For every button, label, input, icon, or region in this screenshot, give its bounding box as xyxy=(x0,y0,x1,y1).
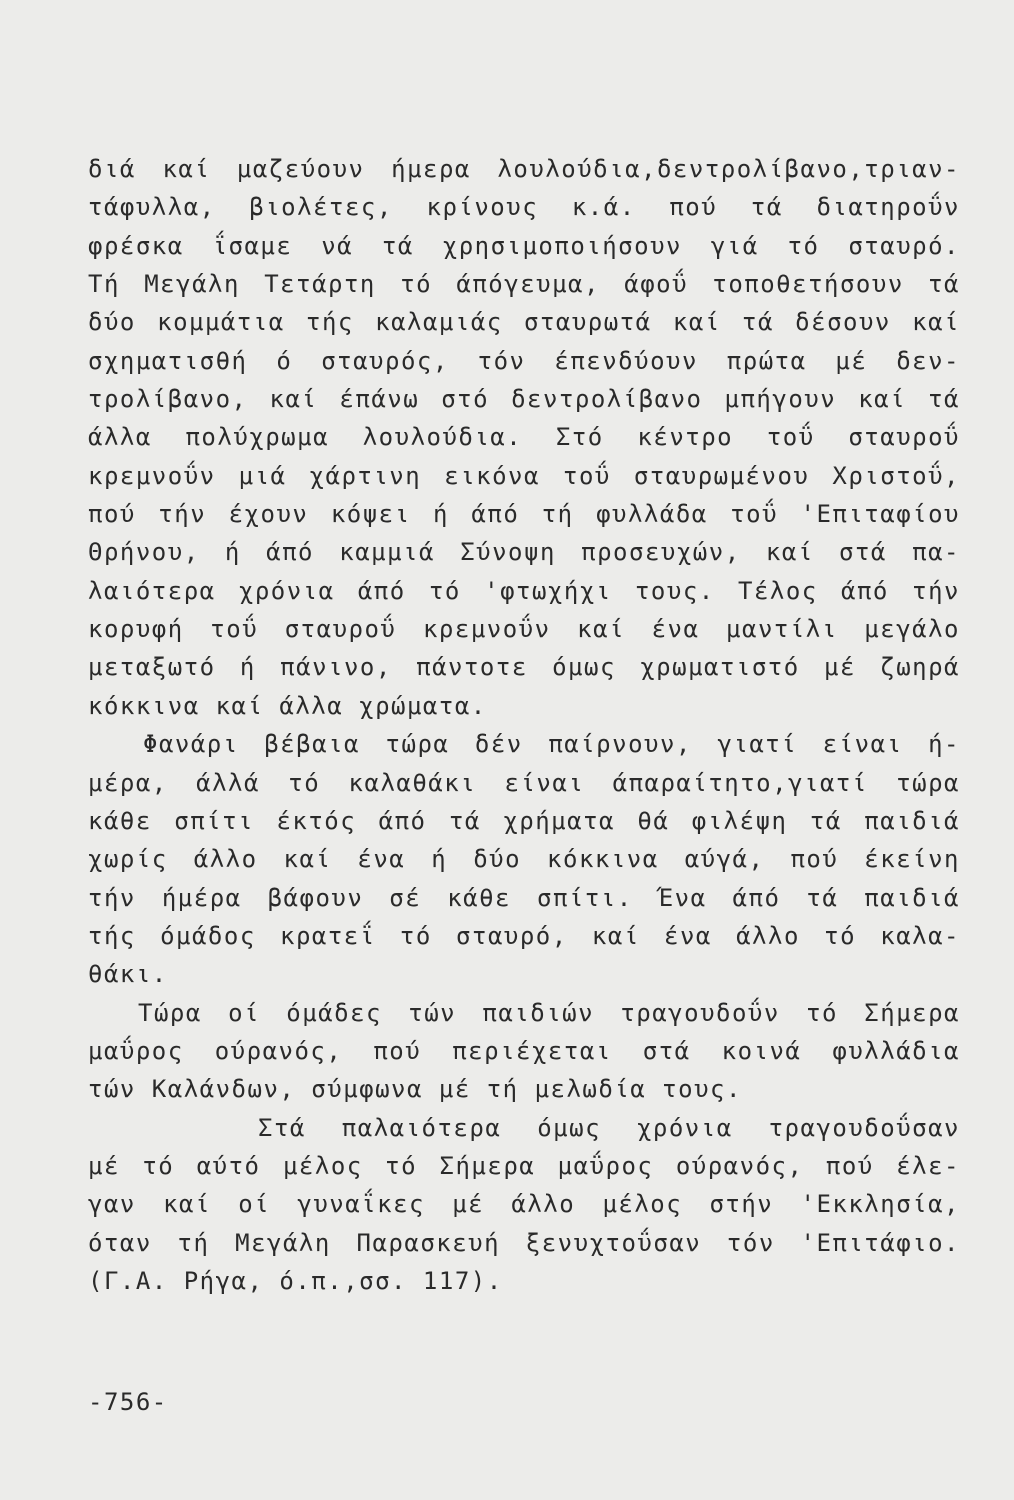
text-line: πού τήν έχουν κόψει ή άπό τή φυλλάδα τοΰ 'Επιταφίου xyxy=(88,500,960,529)
text-line: σχηματισθή ό σταυρός, τόν έπενδύουν πρώτα μέ δεν- xyxy=(88,346,960,375)
text-line: (Γ.Α. Ρήγα, ό.π.,σσ. 117). xyxy=(88,1266,503,1295)
text-line: κόκκινα καί άλλα χρώματα. xyxy=(88,691,487,720)
text-line: άλλα πολύχρωμα λουλούδια. Στό κέντρο τοΰ σταυροΰ xyxy=(88,423,960,452)
text-line: Τή Μεγάλη Τετάρτη τό άπόγευμα, άφοΰ τοποθετήσουν τά xyxy=(88,270,960,299)
text-line: θάκι. xyxy=(88,960,168,989)
text-line: τών Καλάνδων, σύμφωνα μέ τή μελωδία τους. xyxy=(88,1075,742,1104)
text-line: Φανάρι βέβαια τώρα δέν παίρνουν, γιατί είναι ή- xyxy=(143,730,960,759)
text-line: τρολίβανο, καί έπάνω στό δεντρολίβανο μπήγουν καί τά xyxy=(88,385,960,414)
text-line: όταν τή Μεγάλη Παρασκευή ξενυχτοΰσαν τόν 'Επιτάφιο. xyxy=(88,1228,960,1257)
text-line: τάφυλλα, βιολέτες, κρίνους κ.ά. πού τά διατηροΰν xyxy=(88,193,960,222)
text-line: μέρα, άλλά τό καλαθάκι είναι άπαραίτητο,γιατί τώρα xyxy=(88,768,960,797)
text-line: κρεμνοΰν μιά χάρτινη εικόνα τοΰ σταυρωμένου Χριστοΰ, xyxy=(88,461,960,490)
text-line: κορυφή τοΰ σταυροΰ κρεμνοΰν καί ένα μαντίλι μεγάλο xyxy=(88,615,960,644)
text-line: Τώρα οί όμάδες τών παιδιών τραγουδοΰν τό Σήμερα xyxy=(138,998,960,1027)
text-line: μέ τό αύτό μέλος τό Σήμερα μαΰρος ούρανός, πού έλε- xyxy=(88,1151,960,1180)
text-line: μεταξωτό ή πάνινο, πάντοτε όμως χρωματιστό μέ ζωηρά xyxy=(88,653,960,682)
body-text xyxy=(88,150,968,1300)
text-line: φρέσκα ΐσαμε νά τά χρησιμοποιήσουν γιά τό σταυρό. xyxy=(88,231,960,260)
text-line: Θρήνου, ή άπό καμμιά Σύνοψη προσευχών, καί στά πα- xyxy=(88,538,960,567)
text-line: γαν καί οί γυναΐκες μέ άλλο μέλος στήν 'Εκκλησία, xyxy=(88,1190,960,1219)
text-line: μαΰρος ούρανός, πού περιέχεται στά κοινά φυλλάδια xyxy=(88,1036,960,1065)
text-line: δύο κομμάτια τής καλαμιάς σταυρωτά καί τά δέσουν καί xyxy=(88,308,960,337)
text-line: χωρίς άλλο καί ένα ή δύο κόκκινα αύγά, πού έκείνη xyxy=(88,845,960,874)
text-line: λαιότερα χρόνια άπό τό 'φτωχήχι τους. Τέλος άπό τήν xyxy=(88,576,960,605)
text-line: διά καί μαζεύουν ήμερα λουλούδια,δεντρολίβανο,τριαν- xyxy=(88,155,960,183)
text-line: τής όμάδος κρατεΐ τό σταυρό, καί ένα άλλο τό καλα- xyxy=(88,921,960,950)
text-line: Στά παλαιότερα όμως χρόνια τραγουδοΰσαν xyxy=(258,1113,960,1142)
page-number: -756- xyxy=(88,1388,168,1416)
text-line: τήν ήμέρα βάφουν σέ κάθε σπίτι. Ένα άπό τά παιδιά xyxy=(88,883,960,912)
text-line: κάθε σπίτι έκτός άπό τά χρήματα θά φιλέψη τά παιδιά xyxy=(88,806,960,835)
